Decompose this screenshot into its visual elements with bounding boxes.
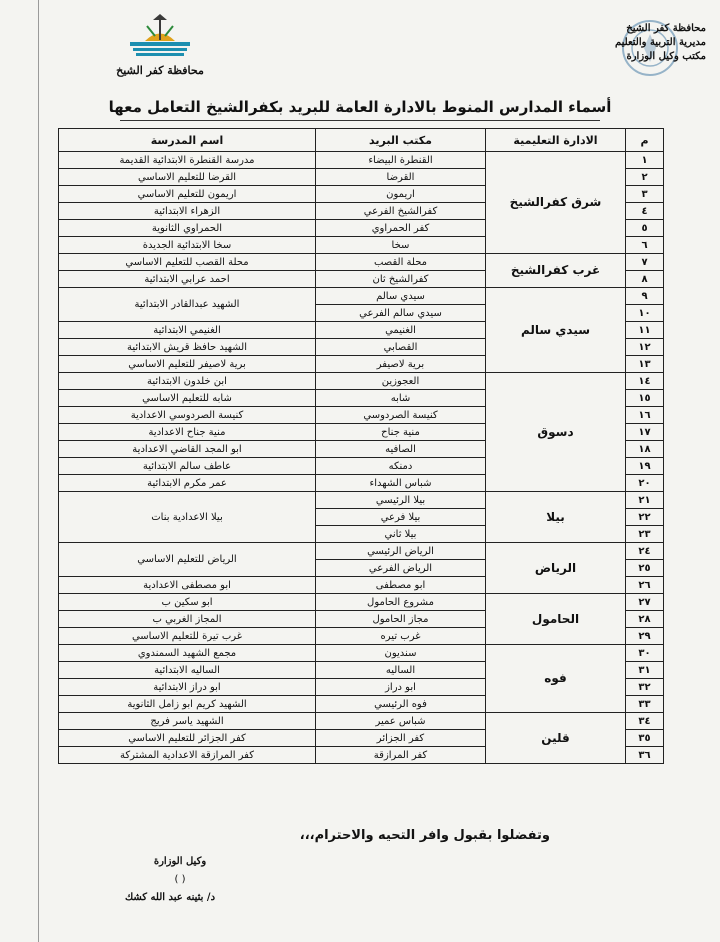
post-office-cell: بيلا الرئيسي <box>316 492 486 509</box>
post-office-cell: كنيسة الصردوسي <box>316 407 486 424</box>
row-num: ٤ <box>626 203 664 220</box>
school-cell: الشهيد عبدالقادر الابتدائية <box>59 288 316 322</box>
row-num: ٣٤ <box>626 713 664 730</box>
school-cell: اريمون للتعليم الاساسي <box>59 186 316 203</box>
post-office-cell: كفر الحمراوي <box>316 220 486 237</box>
row-num: ٣٢ <box>626 679 664 696</box>
district-cell: الرياض <box>486 543 626 594</box>
post-office-cell: سيدي سالم الفرعي <box>316 305 486 322</box>
district-cell: سيدي سالم <box>486 288 626 373</box>
directorate-header <box>536 22 706 72</box>
district-cell: شرق كفرالشيخ <box>486 152 626 254</box>
row-num: ١٢ <box>626 339 664 356</box>
signature-placeholder: ( ) <box>174 874 186 885</box>
post-office-cell: برية لاصيفر <box>316 356 486 373</box>
row-num: ٢٧ <box>626 594 664 611</box>
row-num: ١٤ <box>626 373 664 390</box>
row-num: ٨ <box>626 271 664 288</box>
school-cell: منية جناح الاعدادية <box>59 424 316 441</box>
post-office-cell: غرب تيره <box>316 628 486 645</box>
post-office-cell: كفرالشيخ الفرعي <box>316 203 486 220</box>
governorate-caption: محافظة كفر الشيخ <box>116 64 204 77</box>
school-cell: شابه للتعليم الاساسي <box>59 390 316 407</box>
school-cell: ابو دراز الابتدائية <box>59 679 316 696</box>
header-district: الادارة التعليمية <box>486 129 626 152</box>
post-office-cell: الرياض الرئيسي <box>316 543 486 560</box>
signature-title: وكيل الوزارة <box>153 856 207 867</box>
post-office-cell: كفر الجزائر <box>316 730 486 747</box>
table-row <box>59 594 664 611</box>
table-row <box>59 645 664 662</box>
post-office-cell: الساليه <box>316 662 486 679</box>
header-school: اسم المدرسة <box>59 129 316 152</box>
row-num: ٣٠ <box>626 645 664 662</box>
post-office-cell: شباس الشهداء <box>316 475 486 492</box>
table-row <box>59 152 664 169</box>
signatory-name: د/ بثينه عبد الله كشك <box>124 892 216 903</box>
page-edge <box>38 0 39 942</box>
header-line-governorate: محافظة كفر الشيخ <box>626 23 706 34</box>
school-cell: الشهيد ياسر فريج <box>59 713 316 730</box>
table-row <box>59 254 664 271</box>
row-num: ٣٥ <box>626 730 664 747</box>
school-cell: المجاز الغربي ب <box>59 611 316 628</box>
post-office-cell: كفر المرازقة <box>316 747 486 764</box>
post-office-cell: شباس عمير <box>316 713 486 730</box>
school-cell: ابن خلدون الابتدائية <box>59 373 316 390</box>
post-office-cell: ابو دراز <box>316 679 486 696</box>
post-office-cell: مجاز الحامول <box>316 611 486 628</box>
schools-table <box>58 128 664 764</box>
school-cell: كفر المرازقة الاعدادية المشتركة <box>59 747 316 764</box>
school-cell: مجمع الشهيد السمندوي <box>59 645 316 662</box>
row-num: ٢ <box>626 169 664 186</box>
school-cell: بيلا الاعدادية بنات <box>59 492 316 543</box>
school-cell: الشهيد حافظ قريش الابتدائية <box>59 339 316 356</box>
school-cell: ابو المجد القاضي الاعدادية <box>59 441 316 458</box>
governorate-logo-icon <box>125 12 195 58</box>
school-cell: الساليه الابتدائية <box>59 662 316 679</box>
post-office-cell: سنديون <box>316 645 486 662</box>
district-cell: غرب كفرالشيخ <box>486 254 626 288</box>
post-office-cell: سيدي سالم <box>316 288 486 305</box>
row-num: ٣ <box>626 186 664 203</box>
row-num: ٢٠ <box>626 475 664 492</box>
row-num: ١٩ <box>626 458 664 475</box>
header-line-directorate: مديرية التربية والتعليم <box>614 37 706 48</box>
school-cell: كنيسة الصردوسي الاعدادية <box>59 407 316 424</box>
row-num: ٩ <box>626 288 664 305</box>
row-num: ٣٣ <box>626 696 664 713</box>
row-num: ١٨ <box>626 441 664 458</box>
post-office-cell: بيلا ثاني <box>316 526 486 543</box>
row-num: ٣٦ <box>626 747 664 764</box>
school-cell: محلة القصب للتعليم الاساسي <box>59 254 316 271</box>
post-office-cell: القصابي <box>316 339 486 356</box>
post-office-cell: الرياض الفرعي <box>316 560 486 577</box>
post-office-cell: ابو مصطفى <box>316 577 486 594</box>
post-office-cell: القنطرة البيضاء <box>316 152 486 169</box>
post-office-cell: كفرالشيخ ثان <box>316 271 486 288</box>
school-cell: سخا الابتدائية الجديدة <box>59 237 316 254</box>
row-num: ٦ <box>626 237 664 254</box>
school-cell: القرضا للتعليم الاساسي <box>59 169 316 186</box>
header-post-office: مكتب البريد <box>316 129 486 152</box>
school-cell: مدرسة القنطرة الابتدائية القديمة <box>59 152 316 169</box>
post-office-cell: منية جناح <box>316 424 486 441</box>
row-num: ١٧ <box>626 424 664 441</box>
post-office-cell: فوه الرئيسي <box>316 696 486 713</box>
row-num: ٥ <box>626 220 664 237</box>
post-office-cell: الغنيمي <box>316 322 486 339</box>
row-num: ٢٢ <box>626 509 664 526</box>
school-cell: غرب تيرة للتعليم الاساسي <box>59 628 316 645</box>
row-num: ٢١ <box>626 492 664 509</box>
row-num: ٢٥ <box>626 560 664 577</box>
post-office-cell: القرضا <box>316 169 486 186</box>
row-num: ٧ <box>626 254 664 271</box>
school-cell: احمد عرابي الابتدائية <box>59 271 316 288</box>
school-cell: عاطف سالم الابتدائية <box>59 458 316 475</box>
school-cell: ابو سكين ب <box>59 594 316 611</box>
table-row <box>59 713 664 730</box>
header-line-office: مكتب وكيل الوزارة <box>626 51 706 62</box>
school-cell: الغنيمي الابتدائية <box>59 322 316 339</box>
row-num: ٢٦ <box>626 577 664 594</box>
row-num: ٢٩ <box>626 628 664 645</box>
post-office-cell: العجوزين <box>316 373 486 390</box>
post-office-cell: اريمون <box>316 186 486 203</box>
school-cell: كفر الجزائر للتعليم الاساسي <box>59 730 316 747</box>
row-num: ٢٤ <box>626 543 664 560</box>
row-num: ٣١ <box>626 662 664 679</box>
row-num: ١٣ <box>626 356 664 373</box>
district-cell: فوه <box>486 645 626 713</box>
post-office-cell: دمنكه <box>316 458 486 475</box>
post-office-cell: محلة القصب <box>316 254 486 271</box>
school-cell: الشهيد كريم ابو زامل الثانوية <box>59 696 316 713</box>
post-office-cell: الصافيه <box>316 441 486 458</box>
post-office-cell: سخا <box>316 237 486 254</box>
header-num: م <box>626 129 664 152</box>
document-title: أسماء المدارس المنوط بالادارة العامة للبريد بكفرالشيخ التعامل معها <box>108 98 612 116</box>
row-num: ١٠ <box>626 305 664 322</box>
school-cell: الزهراء الابتدائية <box>59 203 316 220</box>
district-cell: الحامول <box>486 594 626 645</box>
school-cell: عمر مكرم الابتدائية <box>59 475 316 492</box>
school-cell: ابو مصطفى الاعدادية <box>59 577 316 594</box>
row-num: ١١ <box>626 322 664 339</box>
district-cell: بيلا <box>486 492 626 543</box>
post-office-cell: بيلا فرعي <box>316 509 486 526</box>
table-row <box>59 373 664 390</box>
row-num: ١٥ <box>626 390 664 407</box>
table-header-row <box>59 129 664 152</box>
row-num: ٢٣ <box>626 526 664 543</box>
title-underline <box>120 120 600 121</box>
post-office-cell: مشروع الحامول <box>316 594 486 611</box>
school-cell: الرياض للتعليم الاساسي <box>59 543 316 577</box>
table-row <box>59 288 664 305</box>
district-cell: دسوق <box>486 373 626 492</box>
row-num: ٢٨ <box>626 611 664 628</box>
district-cell: قلين <box>486 713 626 764</box>
table-row <box>59 492 664 509</box>
closing-line: وتفضلوا بقبول وافر التحيه والاحترام،،، <box>299 828 550 843</box>
governorate-logo-block <box>105 12 215 82</box>
table-row <box>59 543 664 560</box>
school-cell: برية لاصيفر للتعليم الاساسي <box>59 356 316 373</box>
row-num: ١ <box>626 152 664 169</box>
post-office-cell: شابه <box>316 390 486 407</box>
school-cell: الحمراوي الثانوية <box>59 220 316 237</box>
row-num: ١٦ <box>626 407 664 424</box>
